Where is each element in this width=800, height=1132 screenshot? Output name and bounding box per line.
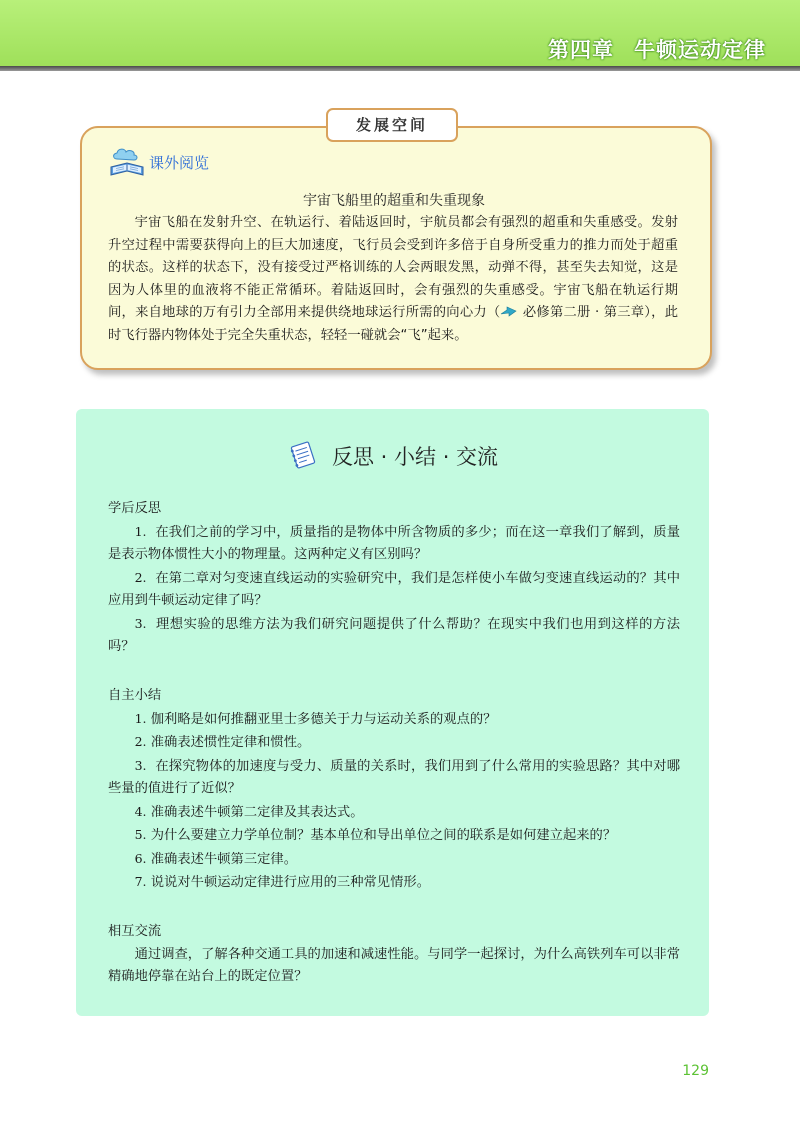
summary-heading: 自主小结 (108, 688, 162, 703)
exchange-text: 通过调查，了解各种交通工具的加速和减速性能。与同学一起探讨，为什么高铁列车可以非常精确地停靠在站台上的既定位置？ (108, 946, 680, 984)
chapter-title (548, 34, 766, 64)
reflection-item-1: 1. 在我们之前的学习中，质量指的是物体中所含物质的多少；而在这一章我们了解到，质量是表示物体惯性大小的物理量。这两种定义有区别吗？ (108, 523, 680, 562)
summary-item-7: 7. 说说对牛顿运动定律进行应用的三种常见情形。 (134, 874, 430, 890)
article-body (108, 212, 678, 347)
exchange-heading: 相互交流 (108, 924, 162, 939)
summary-item-2: 2. 准确表述惯性定律和惯性。 (134, 734, 311, 750)
book-icon (107, 145, 147, 181)
chapter-number: 第四章 (548, 38, 614, 62)
reflection-item-2: 2. 在第二章对匀变速直线运动的实验研究中，我们是怎样使小车做匀变速直线运动的？其中应用到牛顿运动定律了吗？ (108, 569, 680, 608)
article-text-part1: 宇宙飞船在发射升空、在轨运行、着陆返回时，宇航员都会有强烈的超重和失重感受。发射升空过程中需要获得向上的巨大加速度，飞行员会受到许多倍于自身所受重力的推力而处于超重的状态。这样的状态下，没有接受过严格训练的人会两眼发黑，动弹不得，甚至失去知觉，这是因为人体里的血液将不能正常循环。着陆返回时，会有强烈的失重感受。宇宙飞船在轨运行期间，来自地球的万有引力全部用来提供绕地球运行所需的向心力（ (108, 215, 678, 320)
notebook-icon (286, 440, 320, 470)
summary-item-6: 6. 准确表述牛顿第三定律。 (134, 850, 298, 867)
review-title: 反思 · 小结 · 交流 (332, 445, 499, 469)
reading-label: 课外阅览 (149, 154, 210, 172)
summary-item-1: 1. 伽利略是如何推翻亚里士多德关于力与运动关系的观点的？ (134, 710, 497, 727)
article-text-part2: 必修第二册 · 第三章），此时飞行器内物体处于完全失重状态，轻轻一碰就会“飞”起来。 (108, 305, 678, 343)
reflection-item-3: 3. 理想实验的思维方法为我们研究问题提供了什么帮助？在现实中我们也用到这样的方法吗？ (108, 615, 680, 654)
summary-item-3: 3. 在探究物体的加速度与受力、质量的关系时，我们用到了什么常用的实验思路？其中对哪些量的值进行了近似？ (108, 757, 680, 796)
development-space-tab: 发展空间 (326, 108, 458, 142)
reflection-heading: 学后反思 (108, 501, 162, 516)
summary-item-4: 4. 准确表述牛顿第二定律及其表达式。 (134, 803, 364, 820)
pointer-icon (500, 305, 518, 317)
chapter-name: 牛顿运动定律 (634, 38, 766, 62)
article-title: 宇宙飞船里的超重和失重现象 (303, 193, 485, 209)
header-rule (0, 66, 800, 71)
review-content (108, 498, 680, 989)
page-number: 129 (682, 1063, 709, 1079)
summary-item-5: 5. 为什么要建立力学单位制？基本单位和导出单位之间的联系是如何建立起来的？ (134, 827, 617, 843)
